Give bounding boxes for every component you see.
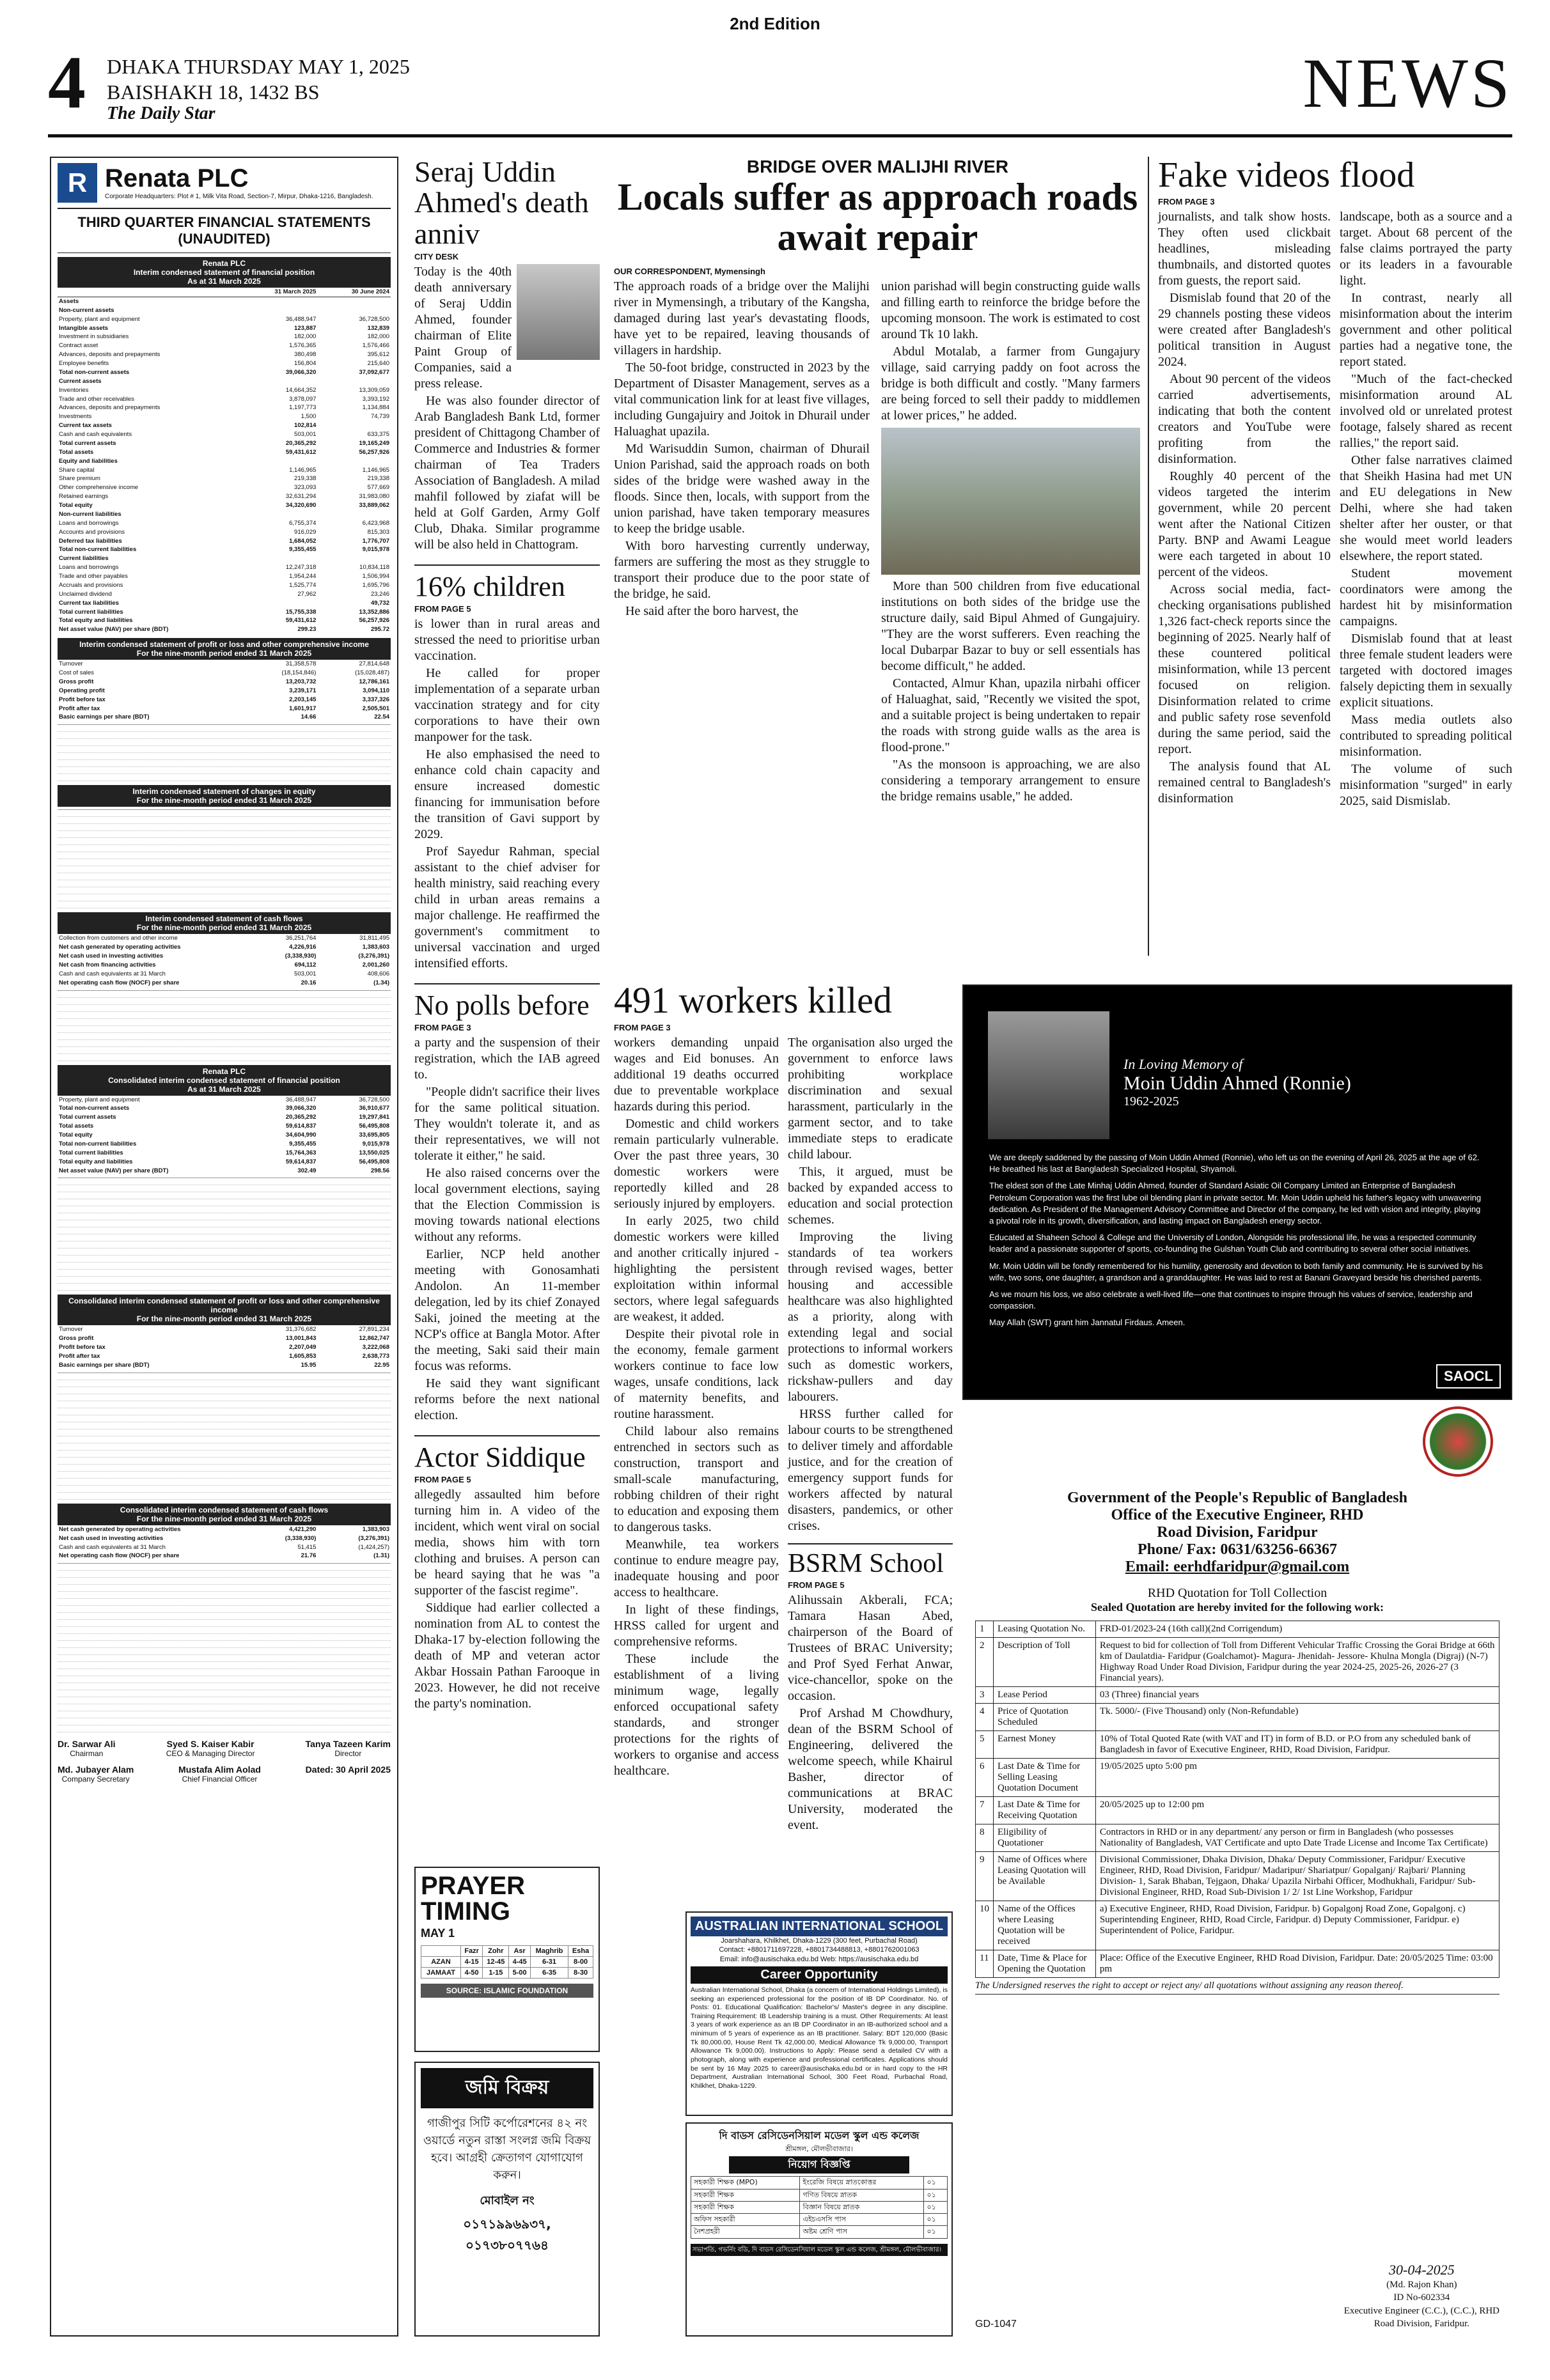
consolidated-heading: Renata PLC Consolidated interim condensed statement of financial position As at 31 March 2025	[58, 1065, 391, 1096]
table-row: Total non-current liabilities 9,355,455 9,015,978	[59, 546, 389, 554]
paragraph: Roughly 40 percent of the videos targeted the interim government, while 20 percent went after the National Citizen Party. BNP and Awami League were each targeted in about 10 percent of the videos.	[1158, 469, 1331, 579]
renata-header	[58, 163, 391, 209]
paragraph: Child labour also remains entrenched in sectors such as construction, transport and small-scale manufacturing, robbing children of their right to education and exposing them to dangerous tasks.	[614, 1424, 779, 1534]
paragraph: Prof Arshad M Chowdhury, dean of the BSRM School of Engineering, delivered the welcome speech, while Khairul Basher, director of communications at BRAC University, moderated the event.	[788, 1706, 953, 1832]
paragraph: Earlier, NCP held another meeting with Gonosamhati Andolon. An 11-member delegation, led by its chief Zonayed Saki, joined the meeting at the NCP's office at Bangla Motor. After the meeting, Saki said their main focus was reforms.	[414, 1247, 600, 1374]
paragraph: These include the establishment of a living minimum wage, legally enforced occupational safety standards, and stronger protections for the rights of workers to organise and access healthcare.	[614, 1651, 779, 1778]
consolidated-pl-heading: Consolidated interim condensed statement of profit or loss and other comprehensive income For the nine-month period ended 31 March 2025	[58, 1295, 391, 1325]
paragraph: More than 500 children from five educational institutions on both sides of the bridge use the structure daily, said Bipul Ahmed of Gungajuiry. "They are the worst sufferers. Even reaching the local Dubarpar Bazar to buy or sell essentials has become difficult," he added.	[881, 579, 1140, 673]
table-row: নৈশপ্রহরী অষ্টম শ্রেণি পাস ০১	[691, 2226, 948, 2238]
paragraph: Mass media outlets also contributed to spreading political misinformation.	[1340, 712, 1512, 759]
land-title: জমি বিক্রয়	[421, 2068, 593, 2108]
school-body: Australian International School, Dhaka (a concern of International Holdings Limited), is seeking an experienced professional for the position of IB DP Coordinator. No. of Posts: 01. Educational Qualification: Bachelor's/ Master's degree in any discipline. Training Requirement: IB Leadership training is a must. Other Requirements: At least 3 years of work experience as an IB DP Coordinator in an IB-authorized school and a minimum of 5 years of experience as an IB practitioner. Salary: BDT 120,000 (Basic Tk 80,000.00, House Rent Tk 42,000.00, Medical Allowance Tk 9,000.00, Transport Allowance Tk 9,000.00). Instructions to Apply: Please send a detailed CV with a photograph, along with experience and professional certificates. Applications should be sent by 16 May 2025 to career@ausischaka.edu.bd or in hard copy to the HR Department, Australian International School, 300 Feet Road, Purbachal Road, Khilkhet, Dhaka-1229.	[691, 1986, 948, 2090]
consolidated-cash-table	[58, 1525, 391, 1561]
renata-address: Corporate Headquarters: Plot # 1, Milk Vita Road, Section-7, Mirpur, Dhaka-1216, Bangladesh.	[105, 193, 373, 201]
paragraph: Domestic and child workers remain particularly vulnerable. Over the past three years, 30 domestic workers were reportedly killed and 28 seriously injured by employers.	[614, 1116, 779, 1211]
paragraph: "Much of the fact-checked misinformation around AL involved old or unrelated protest footage, falsely shared as recent rallies," the report said.	[1340, 371, 1512, 450]
prayer-date: MAY 1	[421, 1927, 455, 1940]
from-page: FROM PAGE 3	[614, 1022, 671, 1032]
table-row: Net cash used in investing activities (3,338,930) (3,276,391)	[59, 1534, 389, 1542]
rhd-subtitle: Sealed Quotation are hereby invited for the following work:	[1091, 1601, 1384, 1614]
school-email: Email: info@ausischaka.edu.bd Web: https://ausischaka.edu.bd	[719, 1955, 919, 1963]
signatory: Dated: 30 April 2025	[305, 1764, 391, 1775]
school-address: Joarshahara, Khilkhet, Dhaka-1229 (300 feet, Purbachal Road)	[721, 1937, 918, 1945]
table-row: Intangible assets 123,887 132,839	[59, 324, 389, 332]
table-row: Current tax assets 102,814	[59, 422, 317, 430]
table-row: Current tax liabilities 49,732	[59, 599, 389, 607]
paragraph: Other false narratives claimed that Sheikh Hasina had met UN and EU delegations in New Delhi, where she had taken shelter after her ouster, or that she would meet world leaders elsewhere, the report stated.	[1340, 453, 1512, 563]
rhd-note: The Undersigned reserves the right to accept or reject any/ all quotations without assigning any reason thereof.	[975, 1978, 1499, 1995]
table-row: 5 Earnest Money 10% of Total Quoted Rate (with VAT and IT) in form of B.D. or P.O from any scheduled bank of Bangladesh in favor of Executive Engineer, RHD, Road Division, Faridpur.	[976, 1731, 1499, 1759]
cash-table	[58, 934, 391, 987]
table-row: Gross profit 13,001,843 12,862,747	[59, 1335, 389, 1342]
table-row: Total equity and liabilities 59,614,837 56,495,808	[59, 1158, 389, 1165]
table-row: অফিস সহকারী এইচএসসি পাস ০১	[691, 2214, 948, 2226]
renata-name: Renata PLC	[105, 164, 249, 193]
cash-heading: Interim condensed statement of cash flows For the nine-month period ended 31 March 2025	[58, 912, 391, 934]
memorial-label: In Loving Memory of	[1123, 1056, 1243, 1072]
table-row: Total non-current liabilities 9,355,455 9,015,978	[59, 1140, 389, 1147]
equity-heading: Interim condensed statement of changes in equity For the nine-month period ended 31 March 2025	[58, 785, 391, 807]
fake-headline: Fake videos flood	[1158, 157, 1415, 195]
prayer-title: PRAYER TIMING	[421, 1872, 526, 1925]
paragraph: "As the monsoon is approaching, we are also considering a temporary arrangement to ensure the bridge remains usable," he added.	[881, 758, 1140, 804]
table-row: Advances, deposits and prepayments 1,197,773 1,134,884	[59, 404, 389, 412]
table-row: 8 Eligibility of Quotationer Contractors in RHD or in any department/ any person or firm in Bangladesh (who possesses Nationality of Bangladesh, VAT Certificate and upto Date Trade License and Income Tax Certificate)	[976, 1824, 1499, 1852]
rhd-email: Email: eerhdfaridpur@gmail.com	[1125, 1559, 1350, 1575]
table-row: Property, plant and equipment 36,488,947 36,728,500	[59, 1096, 389, 1103]
land-phone: ০১৭১৯৯৬৯৩৭, ০১৭৩৮০৭৭৬৪	[463, 2216, 551, 2253]
table-row: 2 Description of Toll Request to bid for collection of Toll from Different Vehicular Traffic Crossing the Gorai Bridge at 66th km of Daulatdia- Faridpur (Goalchamot)- Magura- Jhenidah- Jessore- Khulna Mongla (Digraj) (N-7) Highway Road Under Road Division, Faridpur during the year 2024-25, 2025-26, 2026-27 (3 Financial years).	[976, 1638, 1499, 1687]
table-row: Basic earnings per share (BDT) 15.95 22.95	[59, 1361, 389, 1369]
memorial-ad	[962, 984, 1512, 1400]
table-row: Total current assets 20,365,292 19,165,249	[59, 439, 389, 447]
paragraph: Contacted, Almur Khan, upazila nirbahi officer of Haluaghat, said, "Recently we visited the spot, and a suitable project is being undertaken to repair the roads with strong guide walls as the area is flood-prone."	[881, 676, 1140, 754]
table-row: Non-current liabilities	[59, 510, 121, 518]
edition-label: 2nd Edition	[730, 14, 820, 33]
paragraph: Siddique had earlier collected a nomination from AL to contest the Dhaka-17 by-election following the death of MP and veteran actor Akbar Hossain Pathan Farooque in 2023. However, he did not receive the party's nomination.	[414, 1601, 600, 1711]
table-row: Loans and borrowings 12,247,318 10,834,118	[59, 564, 389, 572]
paragraph: Abdul Motalab, a farmer from Gungajury village, said carrying paddy on foot across the bridge is both difficult and costly. "Many farmers are being forced to sell their paddy to middlemen at lower prices," he added.	[881, 345, 1140, 423]
prayer-table: Fazr Zohr Asr Maghrib Esha AZAN 4-15 12-45 4-45 6-31 8-00 JAMAAT 4-50 1-15 5-00 6-35 8-30	[421, 1945, 593, 1979]
headline-polls: No polls before	[414, 990, 590, 1022]
table-row: Profit before tax 2,207,049 3,222,068	[59, 1344, 389, 1351]
paragraph: In contrast, nearly all misinformation about the interim government and other political parties had a negative tone, the report stated.	[1340, 290, 1512, 369]
signatory: Md. Jubayer Alam Company Secretary	[58, 1764, 134, 1784]
paragraph: The approach roads of a bridge over the Malijhi river in Mymensingh, a tributary of the Kangsha, damaged during last year's devastating floods, have yet to be repaired, leaving thousands of villagers in hardship.	[614, 279, 870, 357]
table-row: Share capital 1,146,965 1,146,965	[59, 466, 389, 474]
signatures-row-2	[58, 1764, 391, 1784]
table-row: Total equity 34,604,990 33,695,805	[59, 1132, 389, 1139]
paragraph: Alihussain Akberali, FCA; Tamara Hasan Abed, chairperson of the Board of Trustees of BRAC University; and Prof Syed Ferhat Anwar, vice-chancellor, spoke on the occasion.	[788, 1592, 953, 1703]
paragraph: allegedly assaulted him before turning him in. A video of the incident, which went viral on social media, shows him with torn clothing and bruises. A person can be heard saying that he was "a supporter of the fascist regime".	[414, 1488, 600, 1598]
table-row: Current liabilities	[59, 555, 109, 563]
paragraph: Dismislab found that 20 of the 29 channels posting these videos were created after Bangladesh's political transition in August 2024.	[1158, 290, 1331, 369]
table-row: Cash and cash equivalents 503,001 633,375	[59, 431, 389, 438]
rhd-office: Office of the Executive Engineer, RHD	[1111, 1507, 1364, 1523]
signatures-row-1	[58, 1739, 391, 1758]
col-header: 30 June 2024	[317, 288, 391, 297]
table-row: Investment in subsidiaries 182,000 182,000	[59, 333, 389, 341]
renata-statement-title: THIRD QUARTER FINANCIAL STATEMENTS (UNAUDITED)	[58, 209, 391, 253]
dateline-date: DHAKA THURSDAY MAY 1, 2025	[107, 55, 410, 78]
paragraph: Student movement coordinators were among the hardest hit by misinformation campaigns.	[1340, 566, 1512, 628]
table-row: Profit after tax 1,605,853 2,638,773	[59, 1353, 389, 1360]
table-row: Retained earnings 32,631,294 31,983,080	[59, 493, 389, 501]
paragraph: He said after the boro harvest, the	[625, 604, 799, 618]
table-row: Trade and other payables 1,954,244 1,506,994	[59, 573, 389, 580]
paragraph: landscape, both as a source and a target. About 68 percent of the false claims portrayed the party or its leaders in a favourable light.	[1340, 209, 1512, 288]
position-table	[58, 288, 391, 634]
table-row: Investments 1,500 74,739	[59, 413, 389, 421]
table-row: Current assets	[59, 377, 102, 385]
col-header: 31 March 2025	[244, 288, 318, 297]
headline-actor: Actor Siddique	[414, 1442, 586, 1474]
rhd-title: RHD Quotation for Toll Collection	[1147, 1586, 1327, 1600]
pl-table	[58, 660, 391, 722]
fake-videos-story	[1148, 157, 1512, 956]
table-row: Cost of sales (18,154,846) (15,028,487)	[59, 669, 389, 676]
table-row: Net operating cash flow (NOCF) per share 21.76 (1.31)	[59, 1552, 389, 1560]
page-number: 4	[48, 45, 86, 124]
table-row: Basic earnings per share (BDT) 14.66 22.54	[59, 713, 389, 721]
table-row: Cash and cash equivalents at 31 March 503,001 408,606	[59, 970, 389, 977]
school-name: AUSTRALIAN INTERNATIONAL SCHOOL	[691, 1917, 948, 1936]
bridge-headline: Locals suffer as approach roads await repair	[617, 176, 1138, 258]
table-row: Total assets 59,431,612 56,257,926	[59, 448, 389, 456]
table-row: Trade and other receivables 3,878,097 3,393,192	[59, 395, 389, 403]
table-row: Inventories 14,664,352 13,309,059	[59, 386, 389, 394]
memorial-badge: SAOCL	[1436, 1364, 1501, 1388]
consolidated-table	[58, 1096, 391, 1176]
signatory: Syed S. Kaiser Kabir CEO & Managing Director	[166, 1739, 255, 1759]
rhd-gov: Government of the People's Republic of Bangladesh	[1067, 1489, 1407, 1506]
table-row: 1 Leasing Quotation No. FRD-01/2023-24 (16th call)(2nd Corrigendum)	[976, 1621, 1499, 1638]
signatory: Mustafa Alim Aolad Chief Financial Officer	[178, 1764, 261, 1784]
paragraph: He called for proper implementation of a separate urban vaccination strategy and for city corporations to have their own manpower for the task.	[414, 666, 600, 745]
paragraph: The 50-foot bridge, constructed in 2023 by the Department of Disaster Management, serves as a vital communication link for at least five villages, including Gungajuiry and Joitok in Dhurail under Haluaghat upazila.	[614, 361, 870, 439]
prayer-source: SOURCE: ISLAMIC FOUNDATION	[421, 1984, 593, 1998]
table-row: 4 Price of Quotation Scheduled Tk. 5000/- (Five Thousand) only (Non-Refundable)	[976, 1704, 1499, 1731]
table-row: Contract asset 1,576,365 1,576,466	[59, 342, 389, 350]
table-row: Net cash from financing activities 694,112 2,001,260	[59, 961, 389, 968]
table-row: সহকারী শিক্ষক (MPO) ইংরেজি বিষয়ে স্নাতকোত্তর ০১	[691, 2177, 948, 2189]
memorial-photo	[988, 1011, 1109, 1139]
table-row: Other comprehensive income 323,093 577,669	[59, 484, 389, 492]
paragraph: Prof Sayedur Rahman, special assistant to the chief adviser for health ministry, said reaching every child in urban areas remains a major challenge. He reaffirmed the government's commitment to universal vaccination and urged intensified efforts.	[414, 844, 600, 971]
land-contact: মোবাইল নং	[480, 2194, 535, 2207]
from-page: FROM PAGE 5	[788, 1580, 845, 1590]
table-row: 9 Name of Offices where Leasing Quotation will be Available Divisional Commissioner, Dhaka Division, Dhaka/ Deputy Commissioner, Faridpur/ Executive Engineer, RHD, Road Division, Faridpur/ Madaripur/ Shariatpur/ Gopalganj/ Rajbari/ Planning Division- 1, Sarak Bhaban, Tejgaon, Dhaka/ Upazila Nirbahi Officer, Modhukhali, Faridpur/ Sub-Divisional Engineer, RHD, Road Sub-Division 1/ 2/ 1st Line Workshop, Faridpur	[976, 1852, 1499, 1901]
paragraph: The volume of such misinformation "surged" in early 2025, said Dismislab.	[1340, 761, 1512, 808]
position-heading: Renata PLC Interim condensed statement of financial position As at 31 March 2025	[58, 257, 391, 288]
table-row: Non-current assets	[59, 306, 114, 314]
table-row: সহকারী শিক্ষক বিজ্ঞান বিষয়ে স্নাতক ০১	[691, 2201, 948, 2213]
table-row: Total current liabilities 15,755,338 13,352,886	[59, 608, 389, 616]
paragraph: He was also founder director of Arab Bangladesh Bank Ltd, former president of Chittagong Chamber of Commerce and Industries & former chairman of Tea Traders Association of Bangladesh. A milad mahfil followed by ziafat will be held at Golf Garden, Army Golf Club, Dhaka. Similar programme will be also held in Chattogram.	[414, 393, 600, 552]
table-row: Total equity and liabilities 59,431,612 56,257,926	[59, 617, 389, 625]
table-row: Gross profit 13,203,732 12,786,161	[59, 678, 389, 685]
dateline-bangla: BAISHAKH 18, 1432 BS	[107, 81, 320, 104]
bridge-byline: OUR CORRESPONDENT, Mymensingh	[614, 267, 765, 276]
paragraph: The organisation also urged the government to enforce laws prohibiting workplace discrimination and sexual harassment, particularly in the garment sector, and to take immediate steps to eradicate child labour.	[788, 1035, 953, 1162]
table-row: Net cash generated by operating activities 4,226,916 1,383,603	[59, 944, 389, 951]
from-page: FROM PAGE 3	[1158, 196, 1215, 206]
bridge-story	[614, 157, 1141, 956]
table-row: Total assets 59,614,837 56,495,808	[59, 1123, 389, 1130]
paragraph: He also emphasised the need to enhance cold chain capacity and ensure increased domestic financing for immunisation before the transition of Gavi support by 2029.	[414, 747, 600, 842]
renata-financial-ad	[50, 157, 398, 2337]
dateline	[107, 54, 410, 105]
section-title: NEWS	[1303, 45, 1512, 122]
bangla-ad-table	[691, 2176, 948, 2238]
bsrm-headline: BSRM School	[788, 1548, 944, 1578]
bangla-ad-banner: নিয়োগ বিজ্ঞপ্তি	[729, 2156, 909, 2174]
signatory: Dr. Sarwar Ali Chairman	[58, 1739, 116, 1759]
rhd-signature: 30-04-2025 (Md. Rajon Khan) ID No-602334 Executive Engineer (C.C.), (C.C.), RHD Road Division, Faridpur.	[1343, 2262, 1499, 2329]
bridge-kicker: BRIDGE OVER MALIJHI RIVER	[746, 157, 1009, 176]
rhd-phone: Phone/ Fax: 0631/63256-66367	[1138, 1541, 1337, 1558]
from-page: FROM PAGE 5	[414, 604, 471, 614]
table-row: Turnover 31,376,682 27,891,234	[59, 1326, 389, 1334]
table-row: Net asset value (NAV) per share (BDT) 302.49 298.56	[59, 1167, 389, 1174]
paragraph: He also raised concerns over the local government elections, saying that the Election Commission is moving towards national elections without any reforms.	[414, 1166, 600, 1245]
paragraph: journalists, and talk show hosts. They often used clickbait headlines, misleading thumbnails, and distorted quotes from guests, the report said.	[1158, 209, 1331, 288]
byline-seraj: CITY DESK	[414, 251, 459, 261]
bridge-photo	[881, 428, 1140, 575]
signatory: Tanya Tazeen Karim Director	[305, 1739, 391, 1759]
memorial-name: Moin Uddin Ahmed (Ronnie)	[1123, 1073, 1351, 1094]
table-row: Net operating cash flow (NOCF) per share 20.16 (1.34)	[59, 979, 389, 986]
paragraph: workers demanding unpaid wages and Eid bonuses. An additional 19 deaths occurred due to preventable workplace hazards during this period.	[614, 1035, 779, 1114]
paragraph: a party and the suspension of their registration, which the IAB agreed to.	[414, 1036, 600, 1082]
paragraph: He said they want significant reforms before the next national election.	[414, 1376, 600, 1423]
table-row: 10 Name of the Offices where Leasing Quotation will be received a) Executive Engineer, RHD, Road Division, Faridpur. b) Gopalgonj Road Zone, Gopalgonj. c) Superintending Engineer, RHD, Road Circle, Faridpur. d) Deputy Commissioner, Faridpur. e) Superintendent of Police, Faridpur.	[976, 1901, 1499, 1950]
consolidated-cash-heading: Consolidated interim condensed statement of cash flows For the nine-month period ended 31 March 2025	[58, 1504, 391, 1525]
table-row: Total equity 34,320,690 33,889,062	[59, 502, 389, 509]
bangla-ad-title: দি বাডস রেসিডেনসিয়াল মডেল স্কুল এন্ড কলেজ	[719, 2129, 920, 2142]
brand-name: The Daily Star	[107, 104, 215, 123]
rhd-ref: GD-1047	[975, 2319, 1017, 2329]
paragraph: In early 2025, two child domestic workers were killed and another critically injured - highlighting the persistent exploitation within informal sectors, where legal safeguards are weakest, it added.	[614, 1213, 779, 1324]
from-page: FROM PAGE 5	[414, 1475, 471, 1485]
renata-logo: R	[58, 163, 97, 203]
paragraph: Md Warisuddin Sumon, chairman of Dhurail Union Parishad, said the approach roads on both sides of the bridge were washed away in the floods. Since then, locals, with support from the union parishad, have taken temporary measures to keep the bridge usable.	[614, 442, 870, 536]
headline-children: 16% children	[414, 570, 565, 602]
memorial-text: We are deeply saddened by the passing of Moin Uddin Ahmed (Ronnie), who left us on the evening of April 26, 2025 at the age of 62. He breathed his last at Bangladesh Specialized Hospital, Shyamoli. The eldest son of the Late Minhaj Uddin Ahmed, founder of Standard Asiatic Oil Company Limited an Enterprise of Bangladesh Petroleum Corporation was the first lube oil blending plant in private sector. Mr. Moin Uddin upheld his father's legacy with unwavering dedication. As President of the Management Advisory Committee and Director of the company, he led with vision and integrity, playing a pivotal role in its growth, diversification, and lasting impact on Bangladesh energy sector. Educated at Shaheen School & College and the University of London, Alongside his professional life, he was a respected community leader and a passionate supporter of sports, co-founding the Gulshan Youth Club and contributing to several other social initiatives. Mr. Moin Uddin will be fondly remembered for his humility, generosity and devotion to both family and community. He is survived by his wife, two sons, one daughter, a grandson and a granddaughter. He was laid to rest at Banani Graveyard beside his cherished parents. As we mourn his loss, we also celebrate a well-lived life—one that continues to inspire through his values of service, leadership and compassion. May Allah (SWT) grant him Jannatul Firdaus. Ameen.	[989, 1153, 1483, 1328]
paragraph: Despite their pivotal role in the economy, female garment workers continue to face low wages, unsafe conditions, lack of maternity benefits, and routine harassment.	[614, 1326, 779, 1421]
table-row: Net asset value (NAV) per share (BDT) 299.23 295.72	[59, 626, 389, 634]
masthead	[48, 45, 1512, 137]
paragraph: HRSS further called for labour courts to be strengthened to deliver timely and affordable justice, and for the creation of emergency support funds for workers affected by natural disasters, pandemics, or other crises.	[788, 1406, 953, 1533]
table-row: Unclaimed dividend 27,962 23,246	[59, 590, 389, 598]
table-row: Property, plant and equipment 36,488,947 36,728,500	[59, 315, 389, 323]
paragraph: is lower than in rural areas and stressed the need to prioritise urban vaccination.	[414, 617, 600, 664]
school-banner: Career Opportunity	[691, 1966, 948, 1984]
paragraph: With boro harvesting currently underway, farmers are suffering the most as they struggle to transport their produce due to the poor state of the bridge, he said.	[614, 539, 870, 601]
land-sale-ad	[414, 2062, 600, 2337]
table-row: Share premium 219,338 219,338	[59, 475, 389, 483]
table-row: Turnover 31,358,578 27,814,648	[59, 660, 389, 668]
bangla-ad-footer: সভাপতি, গভর্নিং বডি, দি বাডস রেসিডেনসিয়াল মডেল স্কুল এন্ড কলেজ, শ্রীমঙ্গল, মৌলভীবাজার।	[691, 2244, 948, 2256]
table-row: Net cash generated by operating activities 4,421,290 1,383,903	[59, 1525, 389, 1533]
paragraph: About 90 percent of the videos carried advertisements, indicating that both the content creators and YouTube were profiting from the disinformation.	[1158, 371, 1331, 466]
table-row: Accruals and provisions 1,525,774 1,695,796	[59, 581, 389, 589]
table-row: Advances, deposits and prepayments 380,498 395,612	[59, 351, 389, 359]
table-row: Equity and liabilities	[59, 457, 118, 465]
school-contact: Contact: +8801711697228, +8801734488813, +8801762001063	[719, 1946, 920, 1954]
table-row: 6 Last Date & Time for Selling Leasing Quotation Document 19/05/2025 upto 5:00 pm	[976, 1759, 1499, 1797]
pl-heading: Interim condensed statement of profit or loss and other comprehensive income For the nine-month period ended 31 March 2025	[58, 638, 391, 660]
table-row: 7 Last Date & Time for Receiving Quotation 20/05/2025 up to 12:00 pm	[976, 1797, 1499, 1824]
land-body: গাজীপুর সিটি কর্পোরেশনের ৪২ নং ওয়ার্ডে নতুন রাস্তা সংলগ্ন জমি বিক্রয় হবে। আগ্রহী ক্রেতাগণ যোগাযোগ করুন।	[423, 2117, 591, 2182]
paragraph: union parishad will begin constructing guide walls and filling earth to reinforce the bridge before the upcoming monsoon. The work is estimated to cost around Tk 10 lakh.	[881, 279, 1140, 341]
table-row: Operating profit 3,239,171 3,094,110	[59, 687, 389, 694]
table-row: Profit before tax 2,203,145 3,337,326	[59, 696, 389, 703]
workers-story	[614, 981, 953, 1902]
prayer-timing-box	[414, 1867, 600, 2052]
paragraph: The analysis found that AL remained central to Bangladesh's disinformation	[1158, 759, 1331, 805]
paragraph: Improving the living standards of tea workers through revised wages, better housing and accessible healthcare was also highlighted as a priority, along with extending legal and social protections to informal workers such as domestic workers, rickshaw-pullers and day labourers.	[788, 1229, 953, 1404]
paragraph: In light of these findings, HRSS called for urgent and comprehensive reforms.	[614, 1602, 779, 1649]
rhd-division: Road Division, Faridpur	[1157, 1524, 1318, 1541]
paragraph: This, it argued, must be backed by expanded access to education and social protection schemes.	[788, 1164, 953, 1227]
table-row: Total non-current assets 39,066,320 37,092,677	[59, 368, 389, 376]
rhd-table	[975, 1621, 1499, 1978]
table-row: Profit after tax 1,601,917 2,505,501	[59, 704, 389, 712]
paragraph: Today is the 40th death anniversary of Seraj Uddin Ahmed, founder chairman of Elite Paint Group of Companies, said a press release.	[414, 264, 512, 391]
table-row: 11 Date, Time & Place for Opening the Quotation Place: Office of the Executive Engineer, RHD Road Division, Faridpur. Date: 20/05/2025 Time: 03:00 pm	[976, 1950, 1499, 1978]
table-row: Assets	[59, 297, 79, 305]
from-page: FROM PAGE 3	[414, 1023, 471, 1033]
table-row: 3 Lease Period 03 (Three) financial years	[976, 1687, 1499, 1704]
table-row: Employee benefits 156,804 215,640	[59, 360, 389, 367]
table-row: Accounts and provisions 916,029 815,303	[59, 528, 389, 536]
rhd-tender	[962, 1406, 1512, 2337]
paragraph: "People didn't sacrifice their lives for the same political situation. They wouldn't tolerate it, and as their representatives, we will not tolerate it either," he said.	[414, 1085, 600, 1163]
table-row: Loans and borrowings 6,755,374 6,423,968	[59, 519, 389, 527]
paragraph: Dismislab found that at least three female student leaders were targeted with doctored images falsely depicting them in sexually explicit situations.	[1340, 631, 1512, 710]
bangla-ad-subtitle: শ্রীমঙ্গল, মৌলভীবাজার।	[785, 2145, 853, 2153]
headline-seraj: Seraj Uddin Ahmed's death anniv	[414, 157, 589, 250]
paragraph: Across social media, fact-checking organisations published 1,326 fact-check reports since the beginning of 2025. Nearly half of these countered political misinformation, while 13 percent focused on religion. Disinformation related to crime and public safety rose sevenfold during the same period, said the report.	[1158, 582, 1331, 756]
bangla-school-ad	[685, 2122, 953, 2337]
table-row: Cash and cash equivalents at 31 March 51,415 (1,424,257)	[59, 1543, 389, 1551]
table-row: Total current assets 20,365,292 19,297,841	[59, 1114, 389, 1121]
table-row: Total current liabilities 15,764,363 13,550,025	[59, 1149, 389, 1156]
school-ad	[685, 1911, 953, 2116]
table-row: Net cash used in investing activities (3,338,930) (3,276,391)	[59, 953, 389, 960]
table-row: Collection from customers and other income 36,251,764 31,811,495	[59, 935, 389, 942]
workers-headline: 491 workers killed	[614, 981, 892, 1021]
paragraph: Meanwhile, tea workers continue to endure meagre pay, inadequate housing and poor access to healthcare.	[614, 1537, 779, 1599]
seraj-photo	[517, 264, 600, 360]
government-seal	[1423, 1406, 1493, 1477]
memorial-years: 1962-2025	[1123, 1094, 1179, 1108]
table-row: Total non-current assets 39,066,320 36,910,677	[59, 1105, 389, 1112]
table-row: Deferred tax liabilities 1,684,052 1,776,707	[59, 537, 389, 545]
table-row: সহকারী শিক্ষক গণিত বিষয়ে স্নাতক ০১	[691, 2189, 948, 2201]
consolidated-pl-table	[58, 1325, 391, 1369]
